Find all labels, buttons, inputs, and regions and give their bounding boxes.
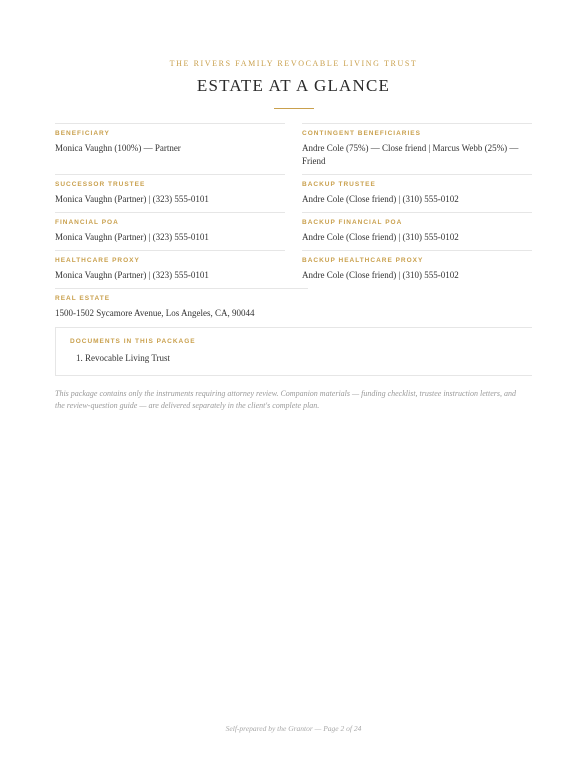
page-footer: Self-prepared by the Grantor — Page 2 of 24 [225, 724, 362, 733]
field-backup-healthcare-proxy [302, 250, 532, 288]
field-value: Monica Vaughn (100%) — Partner [55, 143, 181, 153]
field-beneficiary [55, 123, 285, 174]
field-backup-financial-poa [302, 212, 532, 250]
field-successor-trustee [55, 174, 285, 212]
field-value: Andre Cole (75%) — Close friend | Marcus Webb (25%) — Friend [302, 143, 519, 166]
field-value: Andre Cole (Close friend) | (310) 555-0102 [302, 194, 459, 204]
field-value: Andre Cole (Close friend) | (310) 555-0102 [302, 270, 459, 280]
field-real-estate [55, 288, 308, 326]
field-label: BENEFICIARY [55, 130, 110, 137]
field-financial-poa [55, 212, 285, 250]
field-value: Monica Vaughn (Partner) | (323) 555-0101 [55, 270, 209, 280]
field-label: BACKUP TRUSTEE [302, 181, 376, 188]
field-value: Monica Vaughn (Partner) | (323) 555-0101 [55, 194, 209, 204]
document-item: 1. Revocable Living Trust [76, 353, 170, 363]
package-note: This package contains only the instruments requiring attorney review. Companion materials — funding checklist, trustee instruction letters, and the review-question guide — are delivered separately in the client's complete plan. [55, 389, 516, 410]
trust-name: THE RIVERS FAMILY REVOCABLE LIVING TRUST [169, 59, 418, 68]
estate-summary-grid [55, 123, 532, 326]
field-label: REAL ESTATE [55, 295, 111, 302]
field-backup-trustee [302, 174, 532, 212]
page-title: ESTATE AT A GLANCE [196, 76, 391, 95]
summary-row-real-estate [55, 288, 532, 326]
summary-row-healthcare-proxy [55, 250, 532, 288]
field-healthcare-proxy [55, 250, 285, 288]
field-label: BACKUP HEALTHCARE PROXY [302, 257, 424, 264]
summary-row-trustees [55, 174, 532, 212]
documents-box [55, 327, 532, 376]
field-label: HEALTHCARE PROXY [55, 257, 140, 264]
summary-row-beneficiaries [55, 123, 532, 174]
summary-row-financial-poa [55, 212, 532, 250]
field-value: Monica Vaughn (Partner) | (323) 555-0101 [55, 232, 209, 242]
field-value: 1500-1502 Sycamore Avenue, Los Angeles, CA, 90044 [55, 308, 255, 318]
field-label: BACKUP FINANCIAL POA [302, 219, 403, 226]
field-label: FINANCIAL POA [55, 219, 119, 226]
field-contingent-beneficiaries [302, 123, 532, 174]
field-value: Andre Cole (Close friend) | (310) 555-0102 [302, 232, 459, 242]
documents-label: DOCUMENTS IN THIS PACKAGE [70, 338, 196, 345]
field-label: CONTINGENT BENEFICIARIES [302, 130, 421, 137]
field-label: SUCCESSOR TRUSTEE [55, 181, 146, 188]
title-divider [274, 108, 314, 109]
empty-cell [308, 288, 532, 326]
